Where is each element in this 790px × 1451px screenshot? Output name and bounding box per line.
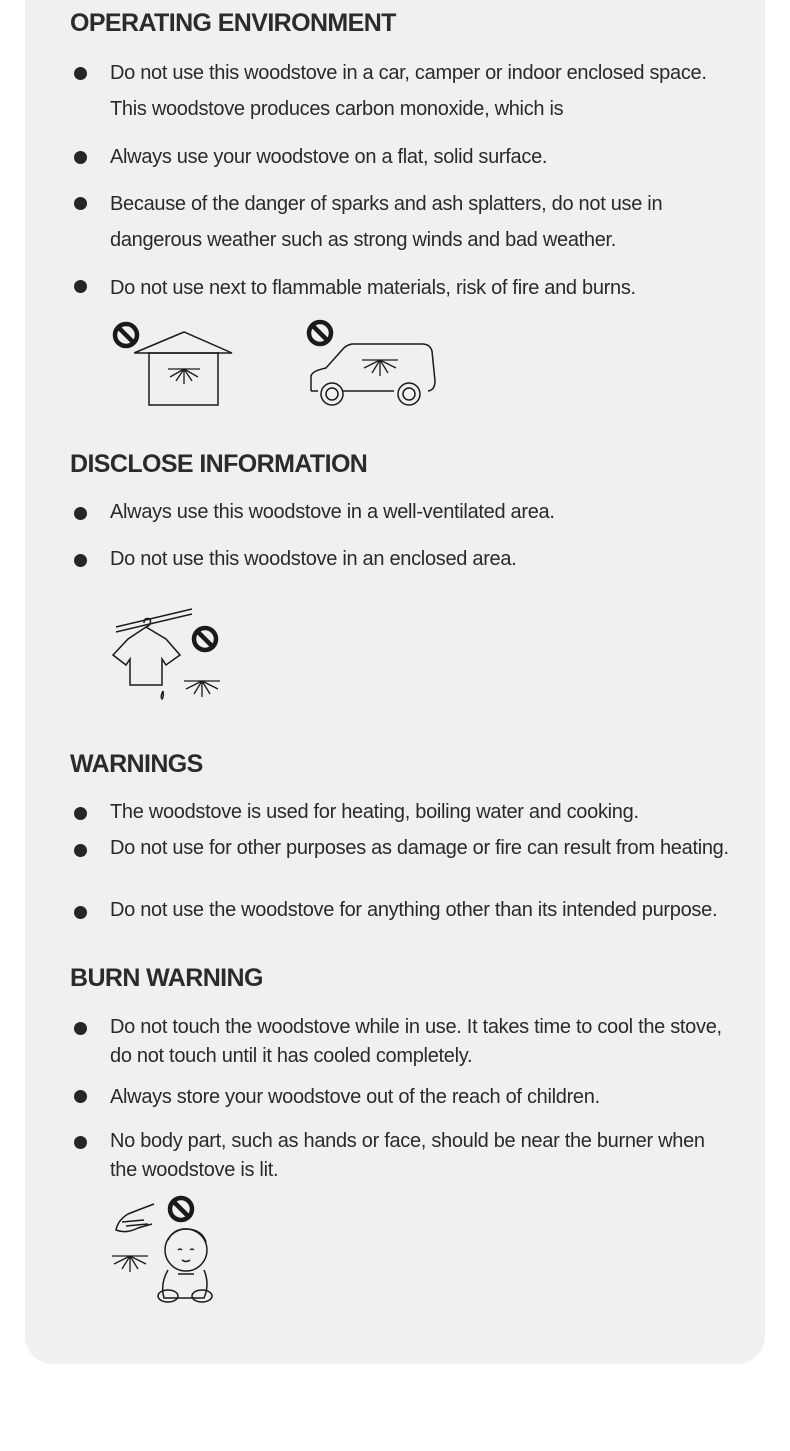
bullet [74,807,87,820]
bullet [74,554,87,567]
no-car-use-icon [302,316,442,408]
bullet [74,906,87,919]
section-title-warnings: WARNINGS [70,750,203,778]
bullet [74,844,87,857]
bullet [74,197,87,210]
bullet [74,1090,87,1103]
bullet [74,280,87,293]
no-drying-clothes-icon [108,605,228,705]
keep-away-from-children-icon [108,1192,228,1307]
bullet [74,507,87,520]
bullet [74,1022,87,1035]
bullet [74,151,87,164]
section-title-disclose-information: DISCLOSE INFORMATION [70,450,368,478]
section-title-operating-environment: OPERATING ENVIRONMENT [70,9,396,37]
bullet [74,1136,87,1149]
no-indoor-use-icon [108,318,238,410]
bullet [74,67,87,80]
section-title-burn-warning: BURN WARNING [70,964,263,992]
